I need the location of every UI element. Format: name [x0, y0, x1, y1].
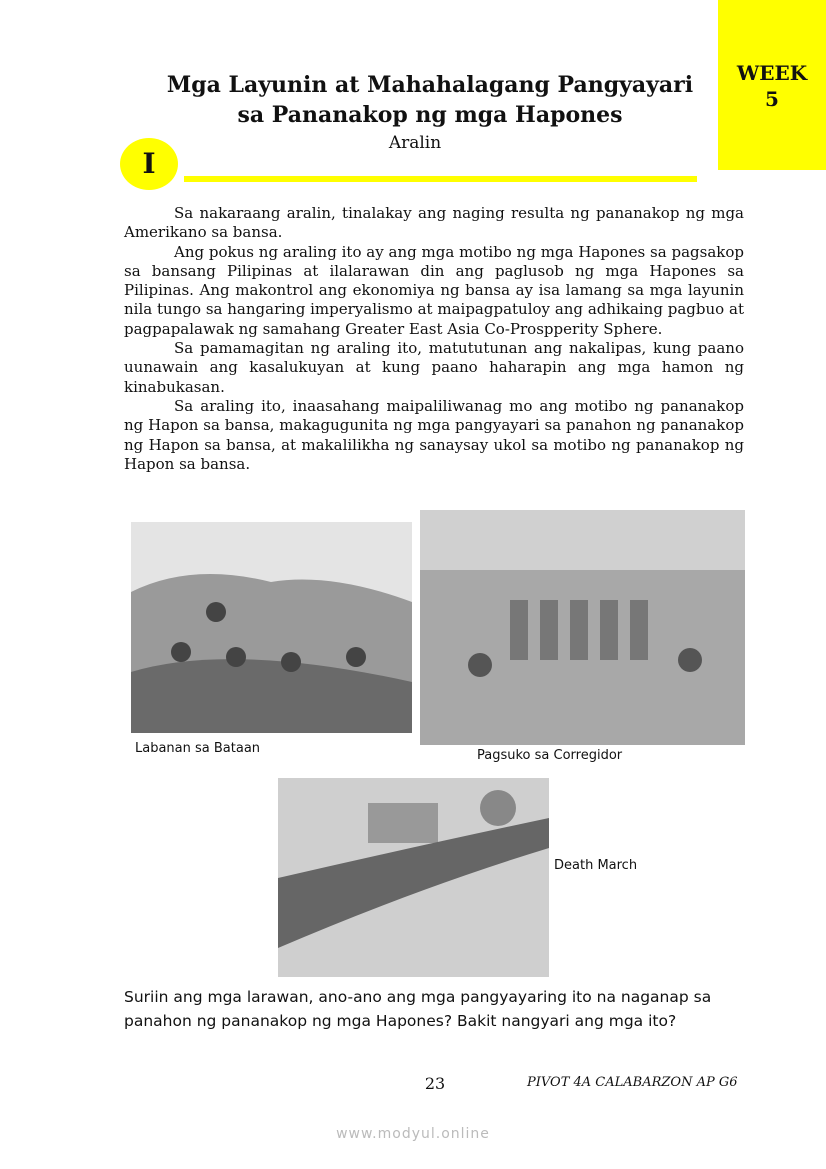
paragraph: Sa araling ito, inaasahang maipaliliwanag mo ang motibo ng pananakop ng Hapon sa bansa, makagugunita ng mga pangyayari sa panahon ng pananakop ng Hapon sa bansa, at makalilikha ng sanaysay ukol sa motibo ng pananakop ng Hapon sa bansa.	[124, 396, 744, 473]
image-death-march	[278, 778, 549, 977]
guide-question: Suriin ang mga larawan, ano-ano ang mga pangyayaring ito na naganap sa panahon ng pananakop ng mga Hapones? Bakit nangyari ang mga ito?	[124, 988, 712, 1030]
paragraph: Sa nakaraang aralin, tinalakay ang naging resulta ng pananakop ng mga Amerikano sa bansa.	[124, 204, 744, 242]
series-label: PIVOT 4A CALABARZON AP G6	[527, 1075, 738, 1090]
watermark: www.modyul.online	[336, 1126, 490, 1142]
section-marker: I	[120, 138, 178, 190]
page-title	[130, 70, 730, 130]
caption-death-march: Death March	[554, 858, 638, 873]
image-corregidor	[420, 510, 745, 745]
page-number: 23	[424, 1074, 446, 1093]
battle-illustration	[131, 522, 412, 733]
week-number: 5	[765, 87, 779, 111]
paragraph: Ang pokus ng araling ito ay ang mga motibo ng mga Hapones sa pagsakop sa bansang Pilipinas at ilalarawan din ang paglusob ng mga Hapones sa Pilipinas. Ang makontrol ang ekonomiya ng bansa ay isa lamang sa mga layunin nila tungo sa hangaring imperyalismo at maipagpatuloy ang adhikaing pagbuo at pagpapalawak ng samahang Greater East Asia Co-Prospperity Sphere.	[124, 242, 744, 338]
week-label: WEEK	[736, 61, 808, 85]
death-march-illustration	[278, 778, 549, 977]
lesson-body	[124, 204, 744, 474]
subtitle: Aralin	[388, 133, 442, 153]
surrender-illustration	[420, 510, 745, 745]
title-line-2: sa Pananakop ng mga Hapones	[237, 102, 623, 128]
caption-bataan: Labanan sa Bataan	[135, 741, 261, 756]
paragraph: Sa pamamagitan ng araling ito, matututunan ang nakalipas, kung paano uunawain ang kasalukuyan at kung paano haharapin ang mga hamon ng kinabukasan.	[124, 339, 744, 396]
image-bataan	[131, 522, 412, 733]
divider	[184, 176, 697, 182]
week-badge	[718, 0, 826, 170]
caption-corregidor: Pagsuko sa Corregidor	[477, 748, 623, 763]
title-line-1: Mga Layunin at Mahahalagang Pangyayari	[166, 72, 694, 98]
